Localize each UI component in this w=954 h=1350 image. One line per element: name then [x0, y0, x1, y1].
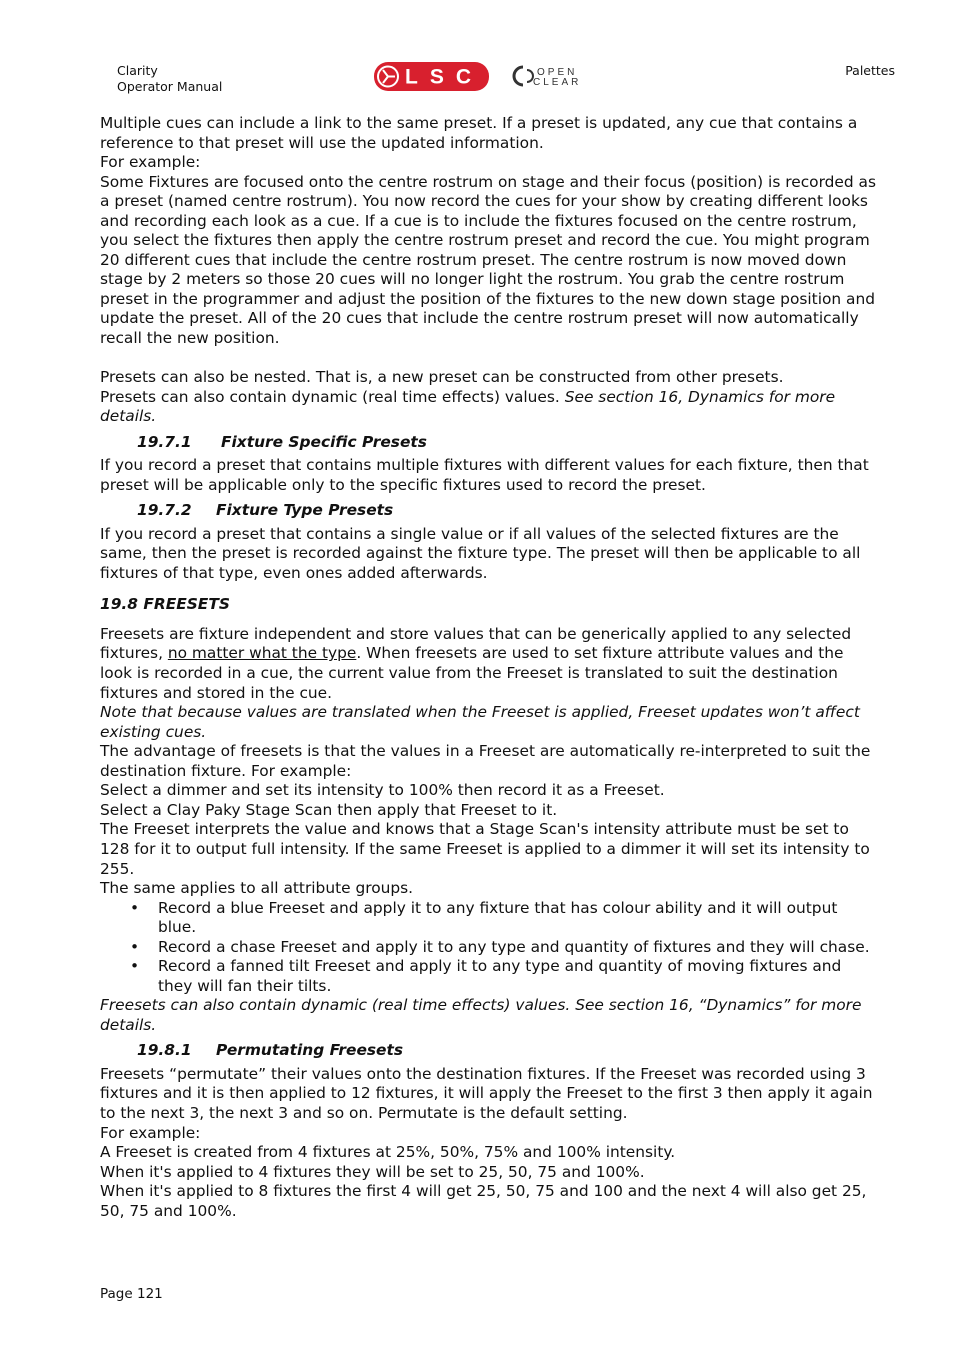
lsc-logo-text: LSC	[405, 65, 483, 89]
heading-number: 19.8.1	[137, 1041, 192, 1060]
heading-title: Permutating Freesets	[216, 1041, 404, 1060]
note: Freesets can also contain dynamic (real time effects) values. See section 16, “Dynamics” for more details.	[100, 996, 862, 1034]
list-item	[100, 899, 880, 938]
open-clear-logo-bottom: CLEAR	[533, 77, 582, 87]
list-item-text: Record a chase Freeset and apply it to any type and quantity of fixtures and they will chase.	[158, 937, 870, 956]
heading-title: Fixture Specific Presets	[221, 432, 427, 451]
text-span: Presets can also contain dynamic (real time effects) values.	[100, 387, 565, 406]
paragraph: Select a Clay Paky Stage Scan then apply that Freeset to it.	[100, 800, 558, 819]
cross-reference: See section 16, Dynamics for more details.	[100, 387, 836, 426]
paragraph: Presets can also be nested. That is, a new preset can be constructed from other presets.	[100, 368, 784, 387]
bullet-icon: •	[130, 937, 140, 956]
paragraph: If you record a preset that contains multiple fixtures with different values for each fixture, then that preset will be applicable only to the specific fixtures used to record the preset.	[100, 456, 869, 494]
paragraph: Select a dimmer and set its intensity to 100% then record it as a Freeset.	[100, 781, 665, 800]
heading-19-8: 19.8 FREESETS	[100, 595, 230, 614]
heading-19-7-1	[137, 433, 880, 453]
paragraph: The same applies to all attribute groups.	[100, 879, 414, 898]
heading-19-7-2	[137, 501, 880, 521]
paragraph: The advantage of freesets is that the values in a Freeset are automatically re-interpreted to suit the destination fixture. For example:	[100, 742, 871, 780]
list-item	[100, 938, 880, 958]
page-content	[100, 114, 880, 1221]
header-section: Palettes	[845, 63, 895, 78]
paragraph	[100, 388, 880, 427]
paragraph	[100, 625, 880, 703]
heading-number: 19.7.1	[137, 432, 192, 451]
paragraph: Some Fixtures are focused onto the centre rostrum on stage and their focus (position) is recorded as a preset (named centre rostrum). You now record the cues for your show by creating different looks and recording each look as a cue. If a cue is to include the fixtures focused on the centre rostrum, you select the fixtures then apply the centre rostrum preset and record the cue. You might program 20 different cues that include the centre rostrum preset. The centre rostrum is now moved down stage by 2 meters so those 20 cues will no longer light the rostrum. You grab the centre rostrum preset in the programmer and adjust the position of the fixtures to the new down stage position and update the preset. All of the 20 cues that include the centre rostrum preset will now automatically recall the new position.	[100, 172, 876, 348]
header-left	[117, 63, 222, 95]
underlined-text: no matter what the type	[167, 644, 357, 663]
heading-number: 19.7.2	[137, 501, 192, 520]
paragraph: Multiple cues can include a link to the same preset. If a preset is updated, any cue that contains a reference to that preset will use the updated information.	[100, 114, 858, 152]
paragraph: When it's applied to 8 fixtures the first 4 will get 25, 50, 75 and 100 and the next 4 will also get 25, 50, 75 and 100%.	[100, 1182, 867, 1220]
paragraph: For example:	[100, 153, 201, 172]
paragraph: When it's applied to 4 fixtures they will be set to 25, 50, 75 and 100%.	[100, 1162, 645, 1181]
list-item-text: Record a blue Freeset and apply it to any fixture that has colour ability and it will output blue.	[158, 898, 838, 937]
bullet-icon: •	[130, 898, 140, 917]
heading-title: Fixture Type Presets	[216, 501, 394, 520]
paragraph: For example:	[100, 1123, 201, 1142]
paragraph: Freesets “permutate” their values onto the destination fixtures. If the Freeset was recorded using 3 fixtures and it is then applied to 12 fixtures, it will apply the Freeset to the first 3 then apply it again to the next 3, the next 3 and so on. Permutate is the default setting.	[100, 1064, 873, 1123]
page-number: Page 121	[100, 1286, 163, 1302]
bullet-icon: •	[130, 957, 140, 976]
lsc-logo	[374, 62, 489, 91]
header-product: Clarity	[117, 63, 158, 78]
list-item-text: Record a fanned tilt Freeset and apply it to any type and quantity of moving fixtures and they will fan their tilts.	[158, 957, 842, 995]
text-span: . When freesets are used to set fixture attribute values and the look is recorded in a cue, the current value from the Freeset is translated to suit the destination fixtures and stored in the cue.	[100, 644, 844, 702]
paragraph: The Freeset interprets the value and knows that a Stage Scan's intensity attribute must be set to 128 for it to output full intensity. If the same Freeset is applied to a dimmer it will set its intensity to 255.	[100, 820, 870, 878]
header-manual: Operator Manual	[117, 79, 223, 94]
note: Note that because values are translated when the Freeset is applied, Freeset updates won’t affect existing cues.	[100, 703, 860, 741]
open-clear-logo-top: OPEN	[537, 67, 578, 78]
open-clear-logo	[511, 65, 607, 87]
paragraph: A Freeset is created from 4 fixtures at 25%, 50%, 75% and 100% intensity.	[100, 1143, 676, 1162]
paragraph: If you record a preset that contains a single value or if all values of the selected fixtures are the same, then the preset is recorded against the fixture type. The preset will then be applicable to all fixtures of that type, even ones added afterwards.	[100, 524, 861, 582]
list-item	[100, 957, 880, 996]
bullet-list	[100, 899, 880, 997]
heading-19-8-1	[137, 1041, 880, 1061]
text-span: Freesets are fixture independent and store values that can be generically applied to any selected fixtures,	[100, 624, 852, 663]
